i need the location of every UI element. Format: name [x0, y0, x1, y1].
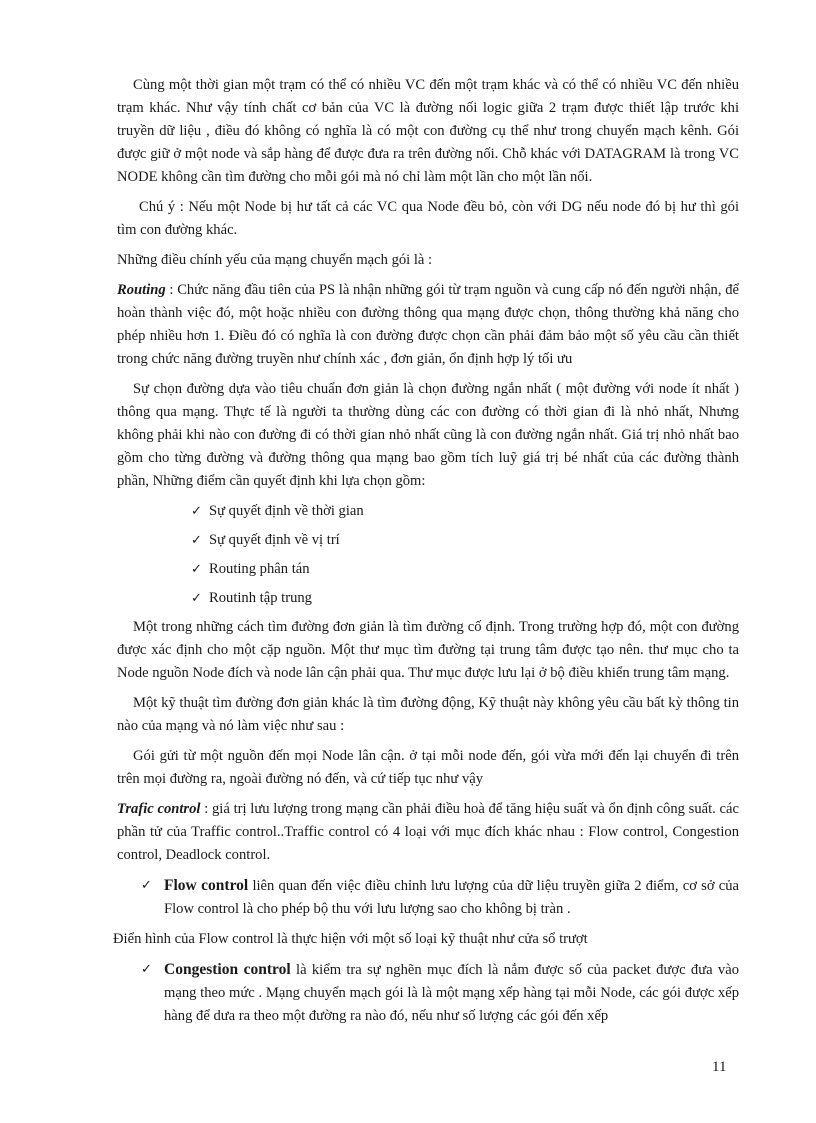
list-item [191, 500, 739, 523]
paragraph-flooding: Gói gửi từ một nguồn đến mọi Node lân cận. ở tại mỗi node đến, gói vừa mới đến lại chuyển đi trên trên mọi đường ra, ngoài đường nó đến, và cứ tiếp tục như vậy [117, 748, 739, 787]
paragraph-note: Chú ý : Nếu một Node bị hư tất cả các VC qua Node đều bỏ, còn với DG nếu node đó bị hư thì gói tìm con đường khác. [117, 199, 739, 238]
list-item [191, 558, 739, 581]
paragraph-route-selection: Sự chọn đường dựa vào tiêu chuẩn đơn giản là chọn đường ngắn nhất ( một đường với node ít nhất ) thông qua mạng. Thực tế là người ta thường dùng các con đường có thời gian đi là nhỏ nhất, Nhưng không phải khi nào con đường đi có thời gian nhỏ nhất cũng là con đường ngắn nhất. Giá trị nhỏ nhất bao gồm cho từng đường và đường thông qua mạng bao gồm tích luỹ giá trị bé nhất của các đường thành phần, Những điểm cần quyết định khi lựa chọn gồm: [117, 381, 739, 489]
paragraph-main-points: Những điều chính yếu của mạng chuyển mạch gói là : [117, 252, 433, 268]
routing-text: : Chức năng đầu tiên của PS là nhận những gói từ trạm nguồn và cung cấp nó đến người nhận, để hoàn thành việc đó, một hoặc nhiều con đường thông qua mạng được chọn, thông thường khả năng cho phép nhiều hơn 1. Điều đó có nghĩa là con đường được chọn cần phải đảm bảo một số yêu cầu cần thiết trong chức năng đường truyền như chính xác , đơn giản, ổn định hợp lý tối ưu [117, 282, 739, 367]
flow-control-text: liên quan đến việc điều chỉnh lưu lượng của dữ liệu truyền giữa 2 điểm, cơ sở của Flow control là cho phép bộ thu với lưu lượng sao cho không bị tràn . [164, 878, 740, 917]
checkmark-icon: ✓ [191, 504, 202, 519]
checkmark-icon: ✓ [141, 962, 152, 977]
decision-checklist [117, 500, 739, 610]
list-item [191, 587, 739, 610]
list-item [191, 529, 739, 552]
page-content [113, 74, 740, 1035]
paragraph-dynamic-routing: Một kỹ thuật tìm đường đơn giản khác là tìm đường động, Kỹ thuật này không yêu cầu bất kỳ thông tin nào của mạng và nó làm việc như sau : [117, 695, 739, 734]
traffic-control-text: : giá trị lưu lượng trong mạng cần phải điều hoà để tăng hiệu suất và ổn định công suất. các phần tử của Traffic control..Traffic control có 4 loại với mục đích khác nhau : Flow control, Congestion control, Deadlock control. [117, 801, 739, 863]
checkmark-icon: ✓ [191, 533, 202, 548]
paragraph-vc-intro: Cùng một thời gian một trạm có thể có nhiều VC đến một trạm khác và có thể có nhiều VC đến nhiều trạm khác. Như vậy tính chất cơ bản của VC là đường nối logic giữa 2 trạm được thiết lập trước khi truyền dữ liệu , điều đó không có nghĩa là có một con đường cụ thể như trong chuyển mạch kênh. Gói được giữ ở một node và sắp hàng để được đưa ra trên đường nối. Chỗ khác với DATAGRAM là trong VC NODE không cần tìm đường cho mỗi gói mà nó chỉ làm một lần cho một lần nối. [117, 77, 739, 185]
list-item-label: Sự quyết định về thời gian [209, 503, 364, 519]
list-item-label: Routing phân tán [209, 561, 310, 577]
paragraph-traffic-control [117, 798, 739, 867]
congestion-control-text: là kiểm tra sự nghẽn mục đích là nắm được số của packet được đưa vào mạng theo mức . Mạng chuyển mạch gói là là một mạng xếp hàng tại mỗi Node, các gói được xếp hàng để dưa ra theo một đường ra nào đó, nếu như số lượng các gói đến xếp [164, 962, 739, 1024]
page-number: 11 [712, 1059, 727, 1075]
checkmark-icon: ✓ [141, 878, 152, 893]
term-congestion-control: Congestion control [164, 961, 291, 978]
list-item-label: Routinh tập trung [209, 590, 312, 606]
term-traffic-control: Trafic control [117, 801, 201, 817]
list-item-label: Sự quyết định về vị trí [209, 532, 340, 548]
term-routing: Routing [117, 282, 166, 298]
bullet-flow-control [117, 874, 739, 921]
bullet-congestion-control [117, 958, 739, 1028]
paragraph-sliding-window: Điển hình của Flow control là thực hiện với một số loại kỹ thuật như cửa sổ trượt [113, 931, 588, 947]
paragraph-routing [117, 279, 739, 371]
checkmark-icon: ✓ [191, 591, 202, 606]
checkmark-icon: ✓ [191, 562, 202, 577]
paragraph-fixed-routing: Một trong những cách tìm đường đơn giản là tìm đường cố định. Trong trường hợp đó, một con đường được xác định cho một cặp nguồn. Một thư mục tìm đường tại trung tâm được tạo nên. thư mục cho ta Node nguồn Node đích và node lân cận phải qua. Thư mục được lưu lại ở bộ điều khiển trung tâm mạng. [117, 619, 739, 681]
term-flow-control: Flow control [164, 877, 249, 894]
